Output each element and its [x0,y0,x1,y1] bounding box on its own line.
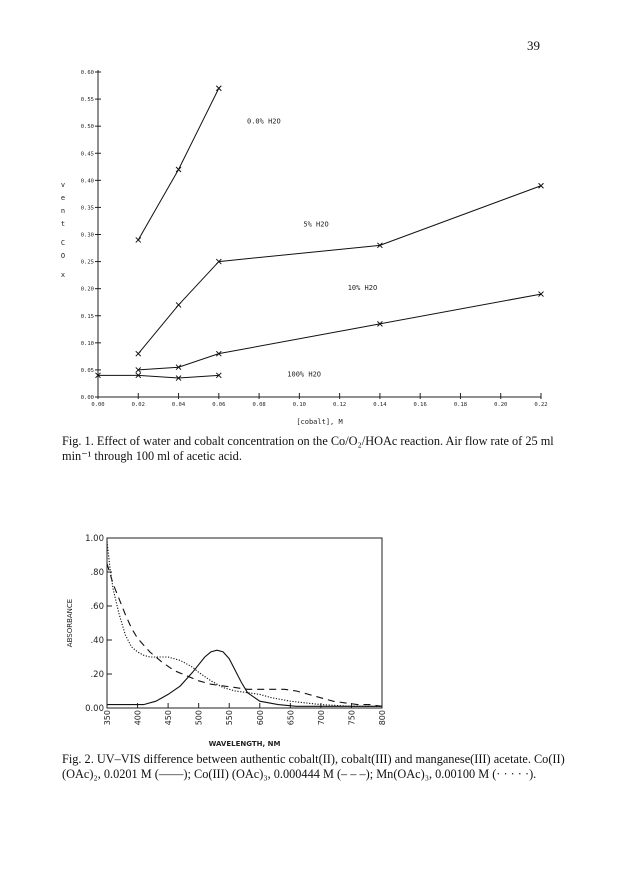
x-tick-label: 0.00 [91,402,105,408]
page-number: 39 [527,38,540,53]
x-tick-label: 800 [378,710,387,726]
y-axis-title-char: t [60,220,66,228]
x-tick-label: 450 [164,710,174,726]
y-axis-title-char: x [60,271,66,279]
y-axis-title-char: O [60,252,66,260]
y-tick-label: 0.35 [80,205,94,212]
x-tick-label: 500 [194,710,204,726]
x-tick-label: 0.02 [131,402,145,408]
series-label: 5% H2O [303,220,329,229]
x-axis-title: WAVELENGTH, NM [208,740,281,748]
y-tick-label: 0.60 [80,70,94,76]
x-tick-label: 350 [103,710,112,726]
series-line [107,541,382,706]
y-axis-title-char: v [60,181,66,189]
y-tick-label: 0.55 [80,97,94,104]
x-tick-label: 0.18 [453,402,468,408]
y-tick-label: 1.00 [85,534,104,544]
series-label: 100% H2O [287,370,322,379]
y-tick-label: .20 [90,670,104,680]
x-tick-label: 400 [133,710,143,726]
series-line [107,650,382,706]
series-label: 0.0% H2O [247,117,281,126]
y-axis-title: ABSORBANCE [66,598,74,648]
figure2-caption [62,752,572,782]
y-axis-title-char: C [60,239,66,247]
x-tick-label: 650 [286,710,296,726]
y-tick-label: 0.00 [80,395,94,401]
y-tick-label: 0.25 [80,259,94,266]
figure2-caption-label: Fig. 2. [62,752,94,766]
y-tick-label: .40 [90,636,104,646]
y-tick-label: 0.00 [85,704,104,714]
y-tick-label: 0.30 [80,232,94,239]
figure1-caption-label: Fig. 1. [62,434,94,448]
y-axis-title-char: e [60,194,66,202]
y-tick-label: .60 [90,602,104,612]
x-tick-label: 550 [225,710,235,726]
y-tick-label: 0.15 [80,313,94,320]
series-line [107,564,382,707]
x-tick-label: 0.06 [212,402,226,408]
y-tick-label: .80 [90,568,104,578]
x-tick-label: 0.10 [292,402,306,408]
y-tick-label: 0.50 [80,124,94,131]
x-tick-label: 0.12 [333,402,347,408]
y-tick-label: 0.10 [80,340,94,347]
y-axis-title-char: n [60,207,66,215]
x-tick-label: 0.20 [494,402,508,408]
x-tick-label: 0.22 [534,402,548,408]
x-axis-title: [cobalt], M [296,418,343,426]
figure2-caption-text: UV–VIS difference between authentic cobalt(II), cobalt(III) and manganese(III) acetate. Co(II) (OAc)₂, 0.0201 M (——); Co(III) (OAc)₃, 0.000444 M (– – –); Mn(OAc)₃, 0.00100 M (· · · · ·). [62,752,565,781]
y-tick-label: 0.40 [80,178,94,185]
x-tick-label: 0.08 [252,402,266,408]
x-tick-label: 0.04 [171,402,186,408]
series-label: 10% H2O [347,283,378,292]
plot-frame [107,538,382,708]
x-tick-label: 750 [347,710,357,726]
x-tick-label: 0.14 [373,402,387,408]
x-tick-label: 600 [255,710,265,726]
y-tick-label: 0.45 [80,151,94,158]
y-tick-label: 0.20 [80,286,94,293]
x-tick-label: 0.16 [413,402,427,408]
y-tick-label: 0.05 [80,367,94,374]
figure1-caption-text: Effect of water and cobalt concentration on the Co/O₂/HOAc reaction. Air flow rate of 25 ml min⁻¹ through 100 ml of acetic acid. [62,434,554,463]
x-tick-label: 700 [316,710,326,726]
